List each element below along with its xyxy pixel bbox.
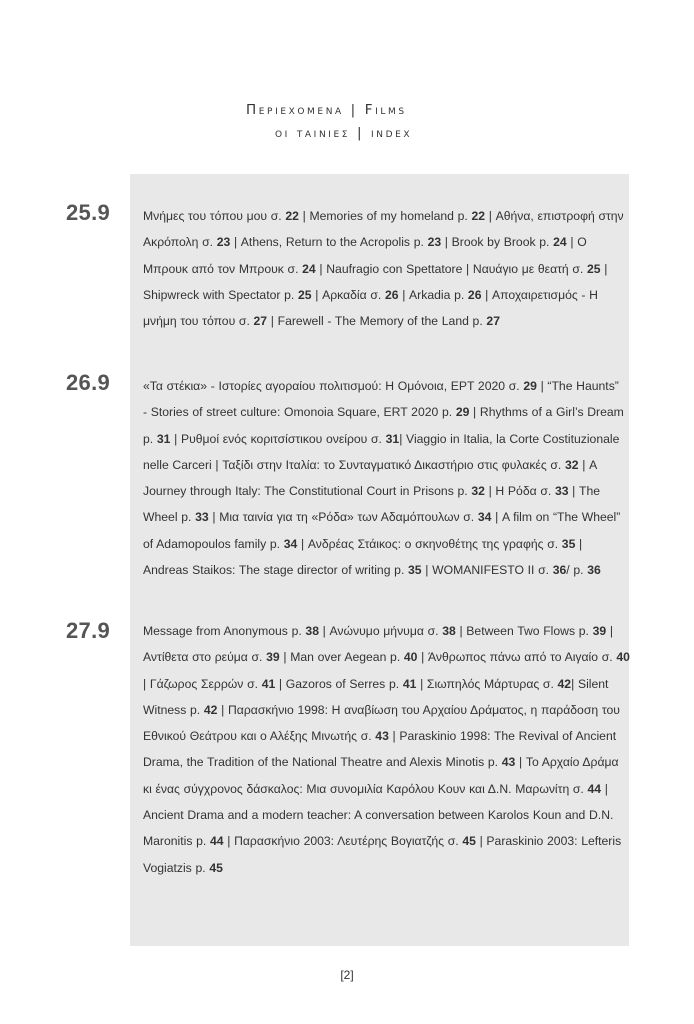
page-ref: 22 [471,209,486,223]
film-list-line: Αντίθετα στο ρεύμα σ. 39 | Man over Aegean p. 40 | Άνθρωπος πάνω από το Αιγαίο σ. 40 [143,650,630,665]
page-number: [2] [340,968,354,982]
page-ref: 35 [561,536,576,551]
page-ref: 36 [587,563,601,578]
film-list-line: | Γάζωρος Σερρών σ. 41 | Gazoros of Serres p. 41 | Σιωπηλός Μάρτυρας σ. 42| Silent [143,676,609,691]
page-ref: 33 [195,510,209,525]
page-ref: 29 [523,379,537,393]
date-heading: 26.9 [66,370,111,395]
page-ref: 32 [471,484,485,499]
date-heading: 27.9 [66,618,111,643]
page-ref: 35 [408,563,422,578]
film-list [143,618,630,881]
page-ref: 36 [552,563,567,578]
film-list-line: Vogiatzis p. 45 [143,860,223,875]
film-list [143,203,624,334]
date-heading: 25.9 [66,200,111,225]
film-list-line: - Stories of street culture: Omonoia Square, ERT 2020 p. 29 | Rhythms of a Girl’s Dream [143,405,624,420]
page-ref: 27 [253,314,268,329]
page-ref: 33 [554,484,569,499]
page-ref: 38 [442,624,456,638]
film-list [143,373,624,583]
header-line-contents-films: Περιεχομενα | Films [246,102,407,118]
page-ref: 29 [455,405,470,420]
film-list-line: Journey through Italy: The Constitutional Court in Prisons p. 32 | Η Ρόδα σ. 33 | The [143,484,601,499]
page-ref: 34 [477,510,492,525]
film-list-line: p. 31 | Ρυθμοί ενός κοριτσίστικου ονείρου σ. 31| Viaggio in Italia, la Corte Costituzionale [143,431,620,446]
page-ref: 43 [501,755,516,770]
film-list-line: μνήμη του τόπου σ. 27 | Farewell - The Memory of the Land p. 27 [143,314,500,329]
film-list-line: Εθνικού Θεάτρου και ο Αλέξης Μινωτής σ. 43 | Paraskinio 1998: The Revival of Ancient [143,729,617,744]
page-ref: 24 [553,235,567,250]
film-list-line: Ancient Drama and a modern teacher: A conversation between Karolos Koun and D.N. [143,808,614,823]
page-ref: 27 [486,314,500,329]
page-ref: 26 [467,287,482,302]
page-ref: 23 [216,235,231,250]
page-ref: 39 [592,624,607,638]
header-line-films-index: οι ταινιες | index [275,125,413,141]
film-list-line: Message from Anonymous p. 38 | Ανώνυμο μήνυμα σ. 38 | Between Two Flows p. 39 | [143,624,614,638]
page-ref: 24 [302,261,316,276]
film-list-line: κι ένας σύγχρονος δάσκαλος: Μια συνομιλία Καρόλου Κουν και Δ.Ν. Μαρωνίτη σ. 44 | [143,781,608,796]
page-ref: 31 [156,431,171,446]
film-list-line: «Τα στέκια» - Ιστορίες αγοραίου πολιτισμού: Η Ομόνοια, ΕΡΤ 2020 σ. 29 | “The Haunts” [143,379,619,393]
film-list-line: Andreas Staikos: The stage director of writing p. 35 | WOMANIFESTO II σ. 36/ p. 36 [143,563,601,578]
film-list-line: Ακρόπολη σ. 23 | Athens, Return to the Acropolis p. 23 | Brook by Brook p. 24 | Ο [143,235,587,250]
page-ref: 42 [203,702,218,717]
page-ref: 45 [462,834,476,849]
film-list-line: of Adamopoulos family p. 34 | Ανδρέας Στάικος: ο σκηνοθέτης της γραφής σ. 35 | [143,536,583,551]
page-ref: 34 [283,536,298,551]
film-list-line: Μνήμες του τόπου μου σ. 22 | Memories of my homeland p. 22 | Αθήνα, επιστροφή στην [143,209,624,223]
page-ref: 40 [403,650,418,665]
page-ref: 41 [402,676,417,691]
film-list-line: Maronitis p. 44 | Παρασκήνιο 2003: Λευτέρης Βογιατζής σ. 45 | Paraskinio 2003: Lefteris [143,834,622,849]
film-list-line: Drama, the Tradition of the National Theatre and Alexis Minotis p. 43 | Το Αρχαίο Δράμα [143,755,619,770]
film-list-line: nelle Carceri | Ταξίδι στην Ιταλία: το Συνταγματικό Δικαστήριο στις φυλακές σ. 32 | A [143,457,598,472]
page-ref: 26 [384,287,399,302]
page-ref: 43 [375,729,389,744]
page-ref: 32 [565,457,579,472]
page-ref: 31 [385,431,400,446]
page-ref: 22 [285,209,299,223]
page-ref: 45 [209,860,223,875]
page-ref: 44 [209,834,224,849]
film-list-line: Wheel p. 33 | Μια ταινία για τη «Ρόδα» των Αδαμόπουλων σ. 34 | A film on “The Wheel” [143,510,621,525]
page-ref: 44 [587,781,602,796]
page-ref: 25 [297,287,312,302]
page-ref: 41 [261,676,276,691]
page-ref: 38 [305,624,319,638]
page-ref: 40 [616,650,630,665]
page-ref: 42 [557,676,572,691]
film-list-line: Witness p. 42 | Παρασκήνιο 1998: Η αναβίωση του Αρχαίου Δράματος, η παράδοση του [143,702,620,717]
film-list-line: Μπρουκ από τον Μπρουκ σ. 24 | Naufragio con Spettatore | Ναυάγιο με θεατή σ. 25 | [143,261,608,276]
page-ref: 39 [266,650,280,665]
film-list-line: Shipwreck with Spectator p. 25 | Αρκαδία σ. 26 | Arkadia p. 26 | Αποχαιρετισμός - Η [143,287,598,302]
page-ref: 25 [587,261,601,276]
page-ref: 23 [427,235,442,250]
